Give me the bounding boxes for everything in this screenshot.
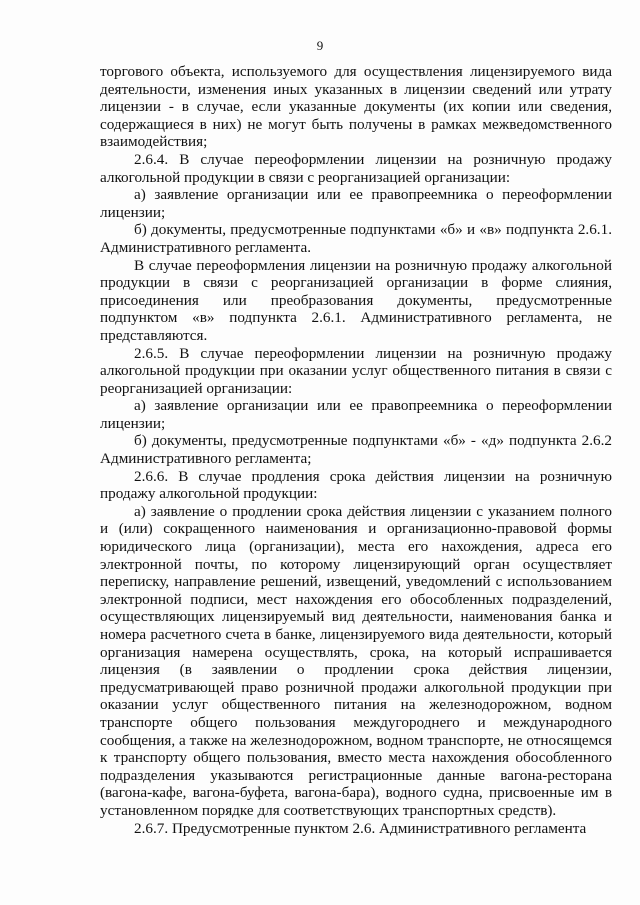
paragraph-continuation: торгового объекта, используемого для осуществления лицензируемого вида деятельности, изменения иных указанных в лицензии сведений или утрату лицензии - в случае, если указанные документы (их копии или сведения, содержащиеся в них) не могут быть получены в рамках межведомственного взаимодействия; bbox=[100, 63, 612, 151]
paragraph-2-6-4: 2.6.4. В случае переоформлении лицензии на розничную продажу алкогольной продукции в связи с реорганизацией организации: bbox=[100, 150, 612, 186]
paragraph-2-6-7: 2.6.7. Предусмотренные пунктом 2.6. Административного регламента bbox=[134, 819, 587, 837]
paragraph-2-6-5-a: а) заявление организации или ее правопреемника о переоформлении лицензии; bbox=[100, 397, 612, 432]
paragraph-2-6-4-a: а) заявление организации или ее правопреемника о переоформлении лицензии; bbox=[100, 186, 612, 221]
paragraph-2-6-4-b: б) документы, предусмотренные подпунктами «б» и «в» подпункта 2.6.1. Административного регламента. bbox=[100, 221, 612, 256]
paragraph-2-6-5: 2.6.5. В случае переоформлении лицензии на розничную продажу алкогольной продукции при оказании услуг общественного питания в связи с реорганизацией организации: bbox=[100, 344, 612, 397]
paragraph-2-6-6-a: а) заявление о продлении срока действия лицензии с указанием полного и (или) сокращенного наименования и организационно-правовой формы юридического лица (организации), места его нахождения, адреса его электронной почты, по которому лицензирующий орган осуществляет переписку, направление решений, извещений, уведомлений с использованием электронной подписи, мест нахождения его обособленных подразделений, осуществляющих лицензируемый вид деятельности, наименования банка и номера расчетного счета в банке, лицензируемого вида деятельности, который организация намерена осуществлять, срока, на который испрашивается лицензия (в заявлении о продлении срока действия лицензии, предусматривающей право розничной продажи алкогольной продукции при оказании услуг общественного питания на железнодорожном, водном транспорте общего пользования междугороднего и международного сообщения, а также на железнодорожном, водном транспорте, не относящемся к транспорту общего пользования, вместо места нахождения обособленного подразделения указываются регистрационные данные вагона-ресторана (вагона-кафе, вагона-буфета, вагона-бара), водного судна, присвоенные им в установленном порядке для соответствующих транспортных средств). bbox=[100, 502, 612, 819]
paragraph-reorganization-note: В случае переоформления лицензии на розничную продажу алкогольной продукции в связи с реорганизацией организации в форме слияния, присоединения или преобразования документы, предусмотренные подпунктом «в» подпункта 2.6.1. Административного регламента, не представляются. bbox=[100, 256, 612, 344]
paragraph-2-6-5-b: б) документы, предусмотренные подпунктами «б» - «д» подпункта 2.6.2 Административного регламента; bbox=[100, 432, 612, 468]
page-number: 9 bbox=[316, 38, 324, 53]
document-body bbox=[100, 63, 612, 837]
paragraph-2-6-6: 2.6.6. В случае продления срока действия лицензии на розничную продажу алкогольной продукции: bbox=[100, 467, 612, 503]
